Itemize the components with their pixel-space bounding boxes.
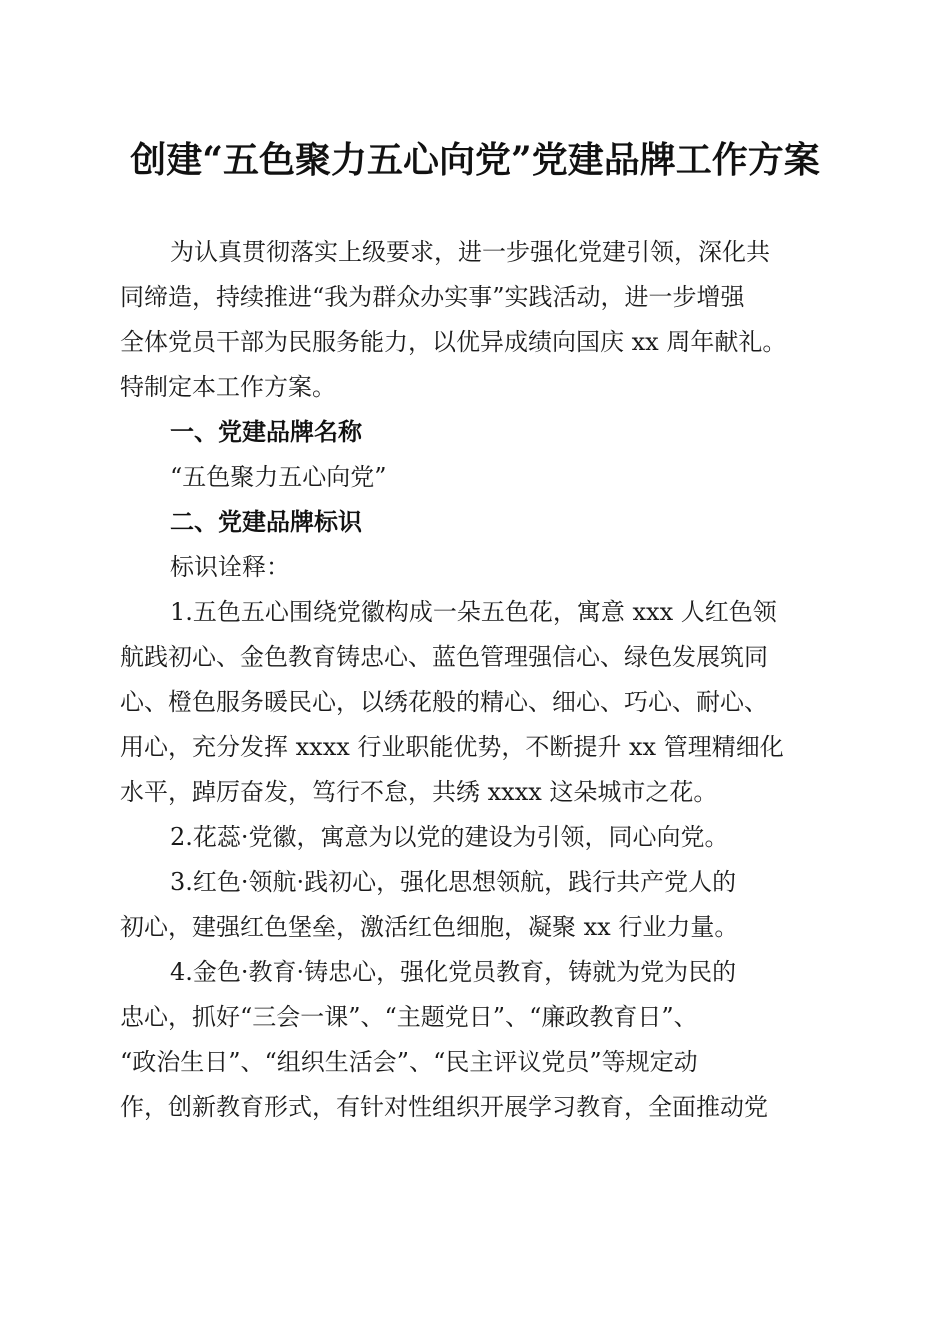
text-line: 为认真贯彻落实上级要求，进一步强化党建引领，深化共 xyxy=(170,238,770,266)
brand-name-paragraph xyxy=(120,455,830,500)
text-line: 水平，踔厉奋发，笃行不怠，共绣 xxxx 这朵城市之花。 xyxy=(120,778,718,806)
intro-paragraph xyxy=(120,230,830,410)
section-heading-brand-name: 一、党建品牌名称 xyxy=(170,418,362,446)
section-heading-brand-logo: 二、党建品牌标识 xyxy=(170,508,362,536)
document-title: 创建“五色聚力五心向党”党建品牌工作方案 xyxy=(130,139,820,181)
logo-explanation-label xyxy=(120,545,830,590)
text-line: 4.金色·教育·铸忠心，强化党员教育，铸就为党为民的 xyxy=(170,958,737,986)
text-line: 用心，充分发挥 xxxx 行业职能优势，不断提升 xx 管理精细化 xyxy=(120,733,784,761)
text-line: “五色聚力五心向党” xyxy=(170,463,387,491)
text-line: 忠心，抓好“三会一课”、“主题党日”、“廉政教育日”、 xyxy=(120,1003,698,1031)
logo-item-2 xyxy=(120,815,830,860)
text-line: 1.五色五心围绕党徽构成一朵五色花，寓意 xxx 人红色领 xyxy=(170,598,777,626)
text-line: 3.红色·领航·践初心，强化思想领航，践行共产党人的 xyxy=(170,868,737,896)
text-line: 全体党员干部为民服务能力，以优异成绩向国庆 xx 周年献礼。 xyxy=(120,328,787,356)
text-line: 标识诠释： xyxy=(170,553,290,581)
document-body xyxy=(120,230,830,1130)
logo-item-1 xyxy=(120,590,830,815)
text-line: 初心，建强红色堡垒，激活红色细胞，凝聚 xx 行业力量。 xyxy=(120,913,739,941)
logo-item-4 xyxy=(120,950,830,1130)
text-line: 特制定本工作方案。 xyxy=(120,373,336,401)
text-line: 作，创新教育形式，有针对性组织开展学习教育，全面推动党 xyxy=(120,1093,768,1121)
text-line: 心、橙色服务暖民心，以绣花般的精心、细心、巧心、耐心、 xyxy=(120,688,768,716)
text-line: 2.花蕊·党徽，寓意为以党的建设为引领，同心向党。 xyxy=(170,823,729,851)
text-line: “政治生日”、“组织生活会”、“民主评议党员”等规定动 xyxy=(120,1048,698,1076)
text-line: 同缔造，持续推进“我为群众办实事”实践活动，进一步增强 xyxy=(120,283,745,311)
logo-item-3 xyxy=(120,860,830,950)
text-line: 航践初心、金色教育铸忠心、蓝色管理强信心、绿色发展筑同 xyxy=(120,643,768,671)
